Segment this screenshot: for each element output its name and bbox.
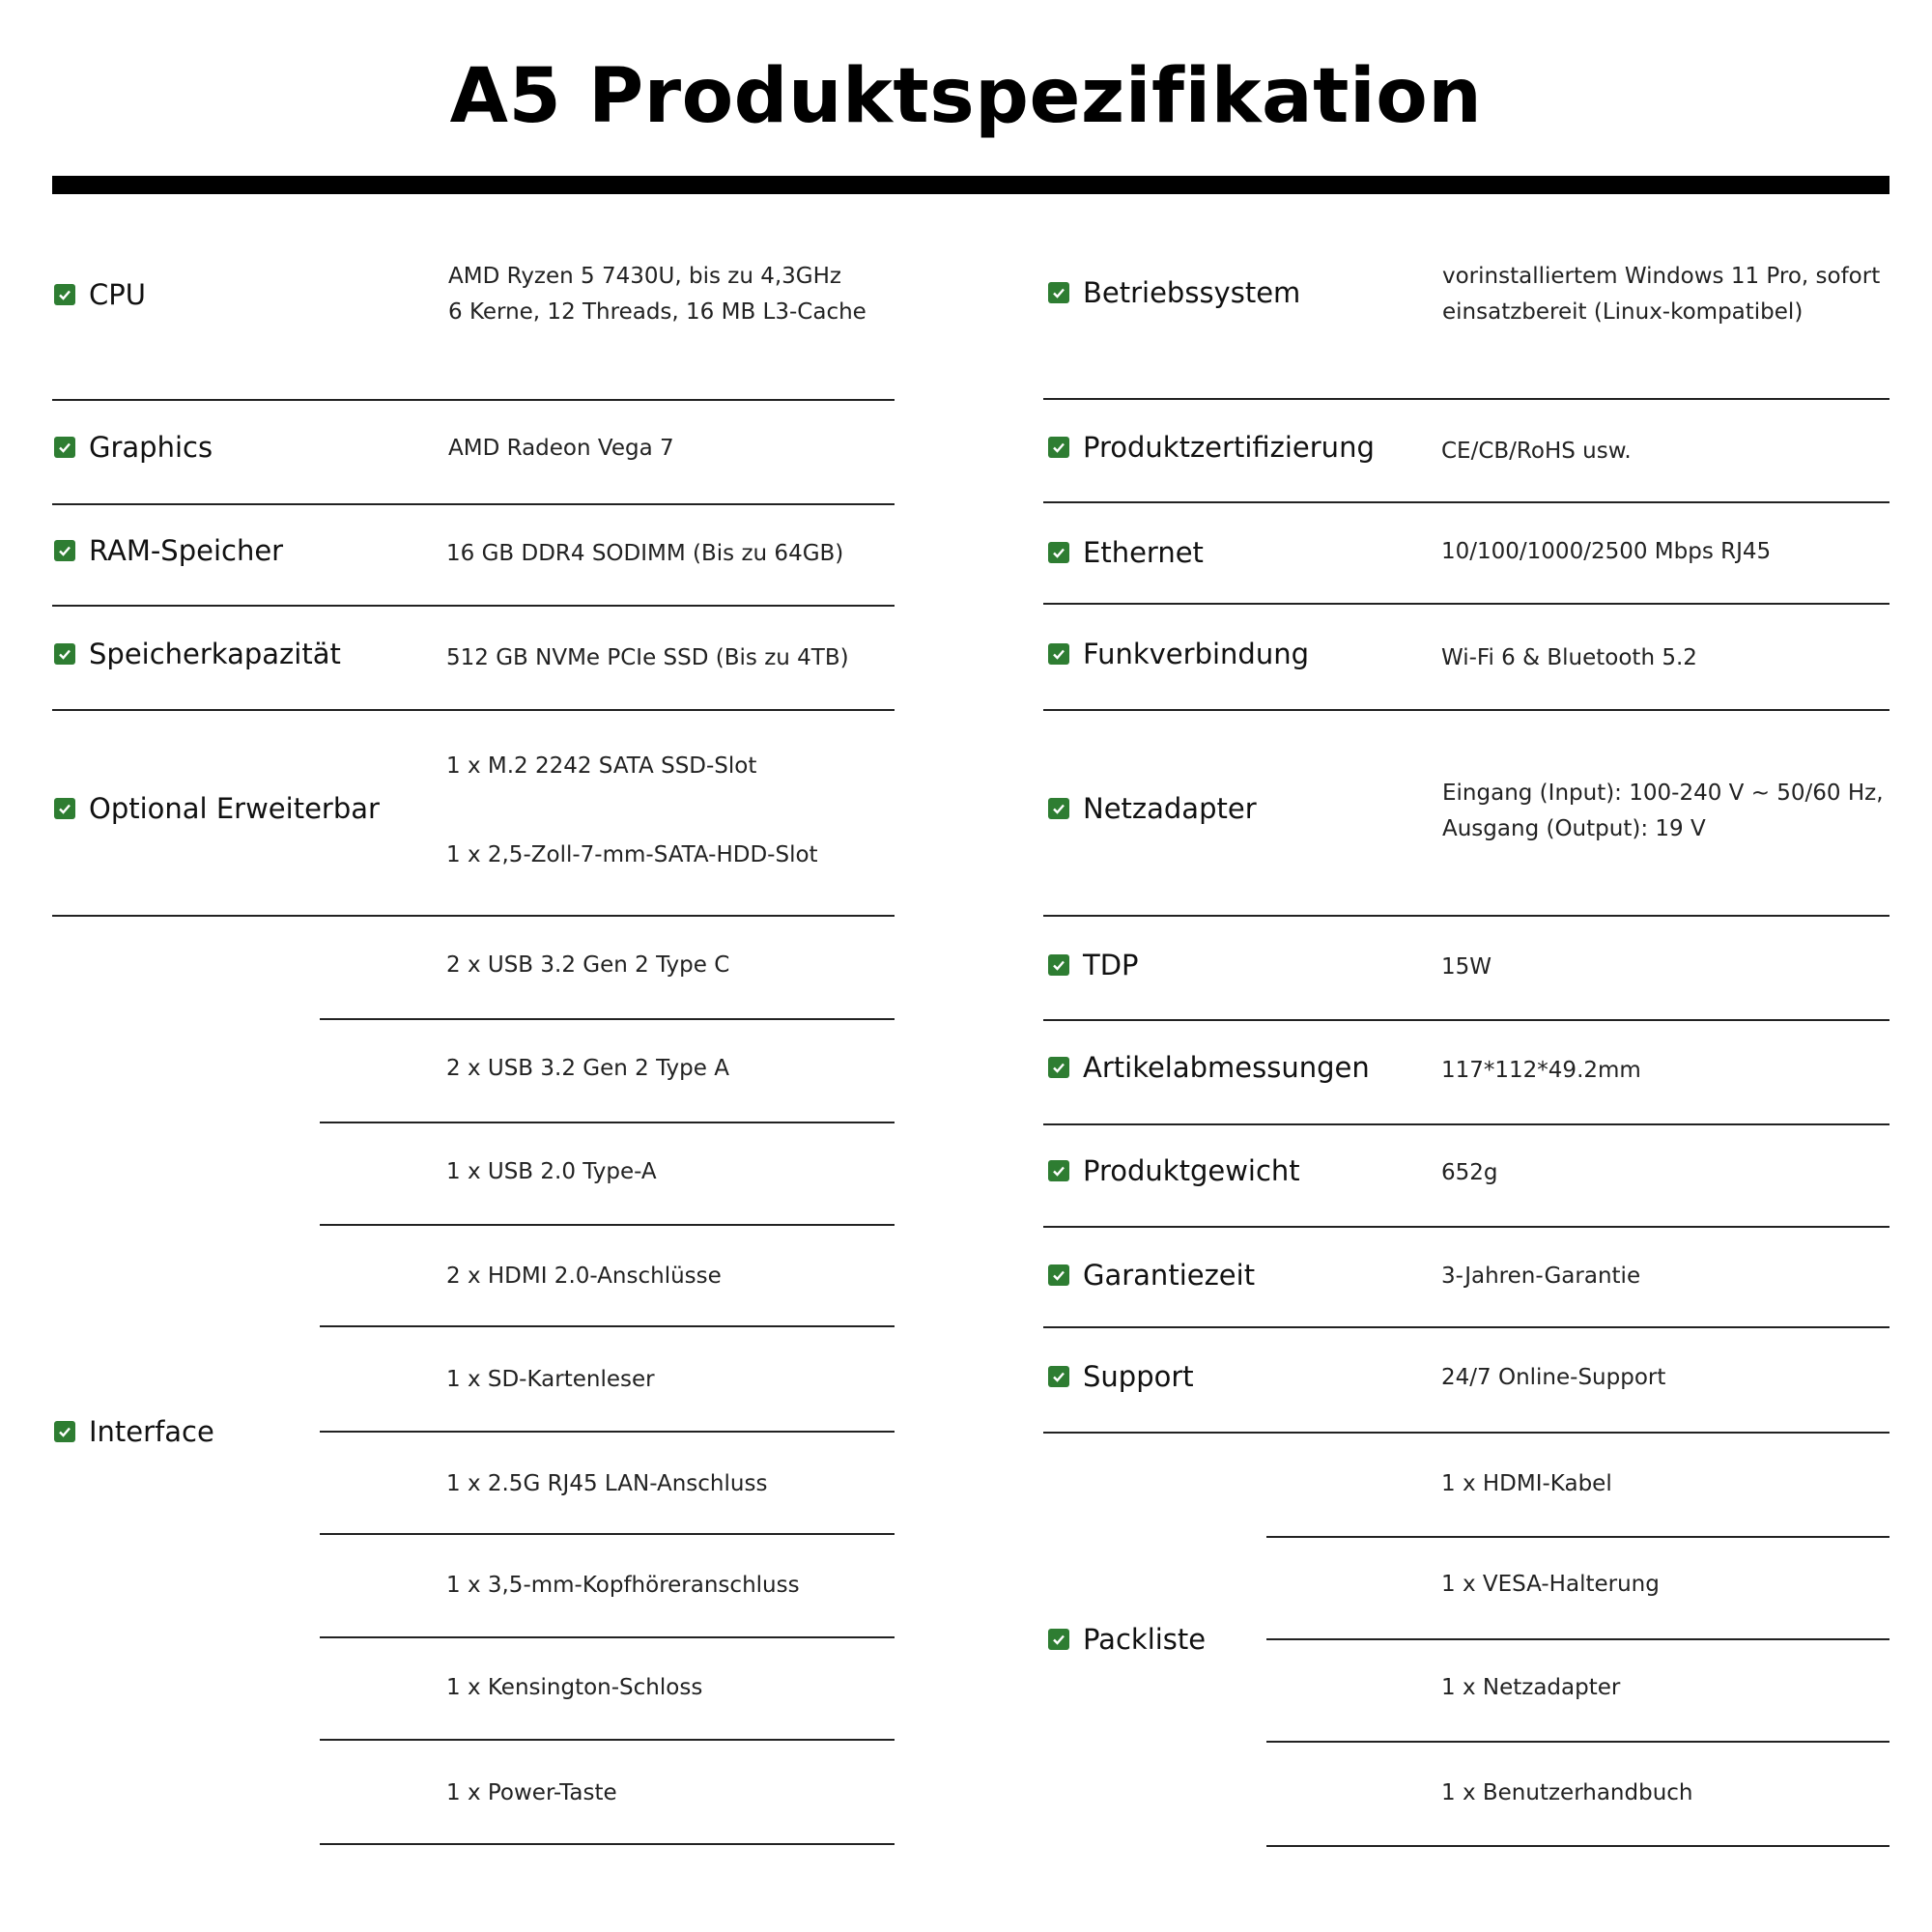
interface-item: 1 x 2.5G RJ45 LAN-Anschluss: [446, 1471, 768, 1496]
check-icon: [54, 437, 75, 458]
spec-label-warranty: [1048, 1259, 1255, 1292]
spec-label-ram: [54, 534, 283, 567]
spec-label-dimensions: [1048, 1051, 1370, 1084]
spec-value-expansion-2: 1 x 2,5-Zoll-7-mm-SATA-HDD-Slot: [446, 842, 818, 867]
spec-value-os-1: vorinstalliertem Windows 11 Pro, sofort: [1442, 264, 1881, 289]
divider: [1043, 1326, 1889, 1328]
check-icon: [1048, 1057, 1069, 1078]
interface-item: 2 x HDMI 2.0-Anschlüsse: [446, 1264, 722, 1289]
interface-item: 1 x SD-Kartenleser: [446, 1367, 655, 1392]
check-icon: [1048, 437, 1069, 458]
package-item: 1 x Benutzerhandbuch: [1441, 1780, 1693, 1805]
spec-value-tdp: 15W: [1441, 954, 1492, 980]
spec-label-wireless: [1048, 638, 1309, 670]
check-icon: [54, 284, 75, 305]
spec-value-expansion-1: 1 x M.2 2242 SATA SSD-Slot: [446, 753, 757, 779]
spec-value-dimensions: 117*112*49.2mm: [1441, 1058, 1641, 1083]
divider: [320, 1224, 895, 1226]
interface-item: 1 x 3,5-mm-Kopfhöreranschluss: [446, 1573, 800, 1598]
divider: [52, 709, 895, 711]
package-item: 1 x VESA-Halterung: [1441, 1572, 1660, 1597]
spec-value-ethernet: 10/100/1000/2500 Mbps RJ45: [1441, 539, 1772, 564]
divider: [1043, 1123, 1889, 1125]
check-icon: [1048, 282, 1069, 303]
check-icon: [54, 798, 75, 819]
spec-label-graphics: [54, 431, 213, 464]
interface-item: 2 x USB 3.2 Gen 2 Type A: [446, 1056, 729, 1081]
divider: [1043, 915, 1889, 917]
label-text: Packliste: [1083, 1623, 1207, 1656]
interface-item: 2 x USB 3.2 Gen 2 Type C: [446, 952, 730, 978]
spec-value-os-2: einsatzbereit (Linux-kompatibel): [1442, 299, 1804, 325]
label-text: Funkverbindung: [1083, 638, 1309, 670]
divider: [1043, 1226, 1889, 1228]
divider: [1266, 1536, 1889, 1538]
spec-label-cpu: [54, 278, 146, 311]
package-item: 1 x HDMI-Kabel: [1441, 1471, 1612, 1496]
divider: [320, 1325, 895, 1327]
label-text: Netzadapter: [1083, 792, 1257, 825]
divider: [320, 1018, 895, 1020]
divider: [1266, 1638, 1889, 1640]
label-text: Speicherkapazität: [89, 638, 341, 670]
check-icon: [1048, 643, 1069, 665]
check-icon: [1048, 954, 1069, 976]
divider: [52, 915, 895, 917]
label-text: TDP: [1083, 949, 1139, 981]
spec-value-support: 24/7 Online-Support: [1441, 1365, 1666, 1390]
spec-label-expansion: [54, 792, 380, 825]
divider: [1043, 501, 1889, 503]
divider: [52, 399, 895, 401]
label-text: Garantiezeit: [1083, 1259, 1256, 1292]
spec-value-cpu-1: AMD Ryzen 5 7430U, bis zu 4,3GHz: [448, 264, 841, 289]
divider: [52, 605, 895, 607]
spec-label-ethernet: [1048, 536, 1204, 569]
label-text: Produktgewicht: [1083, 1154, 1300, 1187]
check-icon: [54, 540, 75, 561]
divider: [1043, 709, 1889, 711]
divider: [1043, 398, 1889, 400]
spec-label-storage: [54, 638, 341, 670]
spec-value-graphics: AMD Radeon Vega 7: [448, 436, 674, 461]
label-text: RAM-Speicher: [89, 534, 284, 567]
spec-label-package: [1048, 1623, 1206, 1656]
interface-item: 1 x Power-Taste: [446, 1780, 617, 1805]
divider: [1043, 1432, 1889, 1434]
spec-label-certification: [1048, 431, 1375, 464]
spec-label-power-adapter: [1048, 792, 1257, 825]
divider: [1043, 1019, 1889, 1021]
spec-value-storage: 512 GB NVMe PCIe SSD (Bis zu 4TB): [446, 645, 849, 670]
spec-label-interface: [54, 1415, 214, 1448]
spec-label-support: [1048, 1360, 1194, 1393]
check-icon: [1048, 542, 1069, 563]
label-text: Interface: [89, 1415, 214, 1448]
label-text: Betriebssystem: [1083, 276, 1301, 309]
label-text: Produktzertifizierung: [1083, 431, 1375, 464]
spec-value-cpu-2: 6 Kerne, 12 Threads, 16 MB L3-Cache: [448, 299, 867, 325]
check-icon: [1048, 1366, 1069, 1387]
divider: [320, 1533, 895, 1535]
check-icon: [1048, 1629, 1069, 1650]
label-text: Artikelabmessungen: [1083, 1051, 1370, 1084]
divider: [320, 1843, 895, 1845]
label-text: Optional Erweiterbar: [89, 792, 380, 825]
check-icon: [1048, 1264, 1069, 1286]
spec-value-weight: 652g: [1441, 1160, 1498, 1185]
check-icon: [54, 1421, 75, 1442]
check-icon: [1048, 1160, 1069, 1181]
divider: [1266, 1741, 1889, 1743]
spec-value-ram: 16 GB DDR4 SODIMM (Bis zu 64GB): [446, 541, 844, 566]
divider: [320, 1431, 895, 1433]
label-text: Graphics: [89, 431, 213, 464]
interface-item: 1 x Kensington-Schloss: [446, 1675, 703, 1700]
spec-value-power-1: Eingang (Input): 100-240 V ~ 50/60 Hz,: [1442, 781, 1884, 806]
label-text: Ethernet: [1083, 536, 1204, 569]
title-underline: [52, 176, 1889, 194]
check-icon: [54, 643, 75, 665]
divider: [1266, 1845, 1889, 1847]
divider: [1043, 603, 1889, 605]
spec-label-os: [1048, 276, 1300, 309]
check-icon: [1048, 798, 1069, 819]
label-text: CPU: [89, 278, 146, 311]
divider: [320, 1636, 895, 1638]
spec-value-warranty: 3-Jahren-Garantie: [1441, 1264, 1641, 1289]
divider: [52, 503, 895, 505]
spec-value-wireless: Wi-Fi 6 & Bluetooth 5.2: [1441, 645, 1697, 670]
spec-value-power-2: Ausgang (Output): 19 V: [1442, 816, 1706, 841]
interface-item: 1 x USB 2.0 Type-A: [446, 1159, 657, 1184]
divider: [320, 1739, 895, 1741]
spec-label-tdp: [1048, 949, 1139, 981]
page-title: A5 Produktspezifikation: [449, 53, 1483, 140]
spec-label-weight: [1048, 1154, 1300, 1187]
package-item: 1 x Netzadapter: [1441, 1675, 1621, 1700]
label-text: Support: [1083, 1360, 1194, 1393]
divider: [320, 1122, 895, 1123]
spec-value-certification: CE/CB/RoHS usw.: [1441, 439, 1632, 464]
